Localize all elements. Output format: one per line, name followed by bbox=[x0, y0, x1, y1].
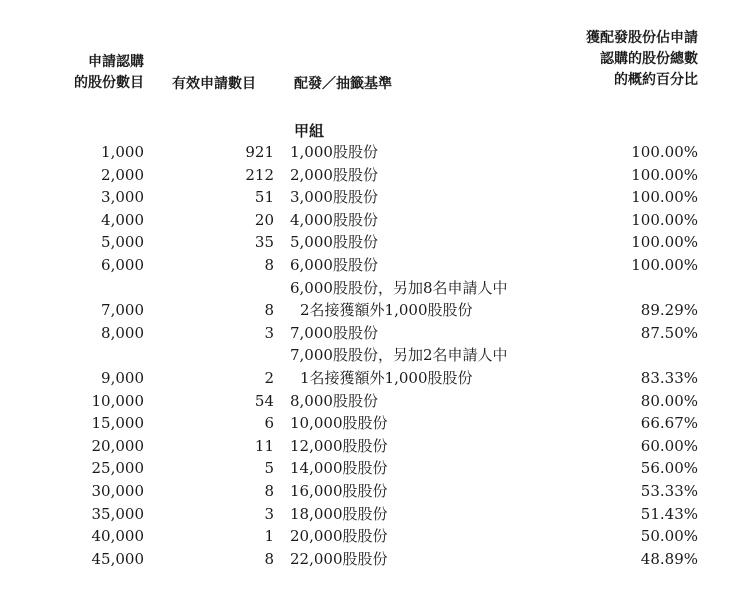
shares-cell: 2,000 bbox=[101, 165, 144, 184]
basis-cell: 18,000股股份 bbox=[290, 504, 388, 523]
header-pct-line1: 獲配發股份佔申請 bbox=[586, 30, 698, 46]
basis-cell: 6,000股股份 bbox=[290, 256, 378, 274]
table-row bbox=[0, 435, 742, 458]
shares-cell: 25,000 bbox=[91, 459, 144, 478]
basis-cell: 5,000股股份 bbox=[290, 233, 378, 252]
table-row bbox=[0, 186, 742, 209]
percentage-cell: 83.33% bbox=[640, 369, 698, 387]
percentage-cell: 100.00% bbox=[631, 188, 698, 207]
basis-cell: 10,000股股份 bbox=[290, 414, 388, 433]
percentage-cell: 100.00% bbox=[631, 233, 698, 252]
shares-cell: 5,000 bbox=[101, 233, 144, 252]
valid-count-cell: 8 bbox=[264, 549, 274, 568]
shares-cell: 1,000 bbox=[101, 143, 144, 161]
shares-cell: 30,000 bbox=[91, 482, 144, 500]
shares-cell: 15,000 bbox=[91, 414, 144, 433]
percentage-cell: 100.00% bbox=[631, 165, 698, 184]
shares-cell: 35,000 bbox=[91, 504, 144, 523]
valid-count-cell: 51 bbox=[254, 188, 274, 207]
valid-count-cell: 3 bbox=[264, 504, 274, 523]
header-pct-line2: 認購的股份總數 bbox=[600, 51, 698, 67]
percentage-cell: 100.00% bbox=[631, 210, 698, 229]
valid-count-cell: 35 bbox=[254, 233, 274, 252]
header-shares-line1: 申請認購 bbox=[88, 54, 144, 70]
valid-count-cell: 54 bbox=[254, 391, 274, 410]
valid-count-cell: 1 bbox=[264, 527, 274, 546]
shares-cell: 40,000 bbox=[91, 527, 144, 546]
basis-cell: 20,000股股份 bbox=[290, 527, 388, 546]
basis-preline: 6,000股股份，另加8名申請人中 bbox=[290, 278, 508, 297]
table-row bbox=[0, 390, 742, 413]
table-row bbox=[0, 231, 742, 254]
basis-cell: 12,000股股份 bbox=[290, 436, 388, 455]
table-row bbox=[0, 503, 742, 526]
header-approx-percentage bbox=[586, 28, 698, 91]
header-valid-applications: 有效申請數目 bbox=[172, 76, 256, 92]
table-row bbox=[0, 548, 742, 571]
percentage-cell: 60.00% bbox=[640, 436, 698, 455]
valid-count-cell: 2 bbox=[264, 369, 274, 387]
valid-count-cell: 8 bbox=[264, 256, 274, 274]
basis-cell: 8,000股股份 bbox=[290, 391, 378, 410]
basis-cell: 2,000股股份 bbox=[290, 165, 378, 184]
basis-cell: 2名接獲額外1,000股股份 bbox=[300, 301, 473, 320]
valid-count-cell: 3 bbox=[264, 323, 274, 342]
percentage-cell: 56.00% bbox=[640, 459, 698, 478]
percentage-cell: 51.43% bbox=[640, 504, 698, 523]
basis-cell: 7,000股股份 bbox=[290, 323, 378, 342]
shares-cell: 3,000 bbox=[101, 188, 144, 207]
table-row bbox=[0, 367, 742, 390]
basis-preline: 7,000股股份，另加2名申請人中 bbox=[290, 346, 508, 365]
valid-count-cell: 921 bbox=[245, 143, 274, 161]
basis-cell: 1名接獲額外1,000股股份 bbox=[300, 369, 473, 387]
valid-count-cell: 8 bbox=[264, 301, 274, 320]
basis-cell: 14,000股股份 bbox=[290, 459, 388, 478]
basis-cell: 16,000股股份 bbox=[290, 482, 388, 500]
shares-cell: 8,000 bbox=[101, 323, 144, 342]
basis-cell: 1,000股股份 bbox=[290, 143, 378, 161]
shares-cell: 10,000 bbox=[91, 391, 144, 410]
valid-count-cell: 5 bbox=[264, 459, 274, 478]
shares-cell: 4,000 bbox=[101, 210, 144, 229]
percentage-cell: 53.33% bbox=[640, 482, 698, 500]
table-row bbox=[0, 209, 742, 232]
shares-cell: 7,000 bbox=[101, 301, 144, 320]
percentage-cell: 66.67% bbox=[640, 414, 698, 433]
percentage-cell: 50.00% bbox=[640, 527, 698, 546]
percentage-cell: 87.50% bbox=[640, 323, 698, 342]
percentage-cell: 80.00% bbox=[640, 391, 698, 410]
valid-count-cell: 6 bbox=[264, 414, 274, 433]
group-label: 甲組 bbox=[294, 122, 325, 140]
header-allotment-basis: 配發／抽籤基準 bbox=[294, 76, 392, 92]
table-row bbox=[0, 299, 742, 322]
valid-count-cell: 8 bbox=[264, 482, 274, 500]
header-shares-applied bbox=[74, 52, 144, 94]
table-row bbox=[0, 525, 742, 548]
basis-cell: 4,000股股份 bbox=[290, 210, 378, 229]
valid-count-cell: 11 bbox=[254, 436, 274, 455]
table-row bbox=[0, 141, 742, 164]
valid-count-cell: 20 bbox=[254, 210, 274, 229]
shares-cell: 6,000 bbox=[101, 256, 144, 274]
basis-cell: 22,000股股份 bbox=[290, 549, 388, 568]
shares-cell: 20,000 bbox=[91, 436, 144, 455]
percentage-cell: 89.29% bbox=[640, 301, 698, 320]
table-row bbox=[0, 254, 742, 277]
header-pct-line3: 的概約百分比 bbox=[614, 72, 698, 88]
table-row bbox=[0, 457, 742, 480]
valid-count-cell: 212 bbox=[245, 165, 274, 184]
table-row bbox=[0, 412, 742, 435]
basis-cell: 3,000股股份 bbox=[290, 188, 378, 207]
table-row bbox=[0, 480, 742, 503]
percentage-cell: 100.00% bbox=[631, 256, 698, 274]
percentage-cell: 48.89% bbox=[640, 549, 698, 568]
table-row bbox=[0, 164, 742, 187]
percentage-cell: 100.00% bbox=[631, 143, 698, 161]
shares-cell: 9,000 bbox=[101, 369, 144, 387]
shares-cell: 45,000 bbox=[91, 549, 144, 568]
table-row bbox=[0, 322, 742, 345]
header-shares-line2: 的股份數目 bbox=[74, 75, 144, 91]
